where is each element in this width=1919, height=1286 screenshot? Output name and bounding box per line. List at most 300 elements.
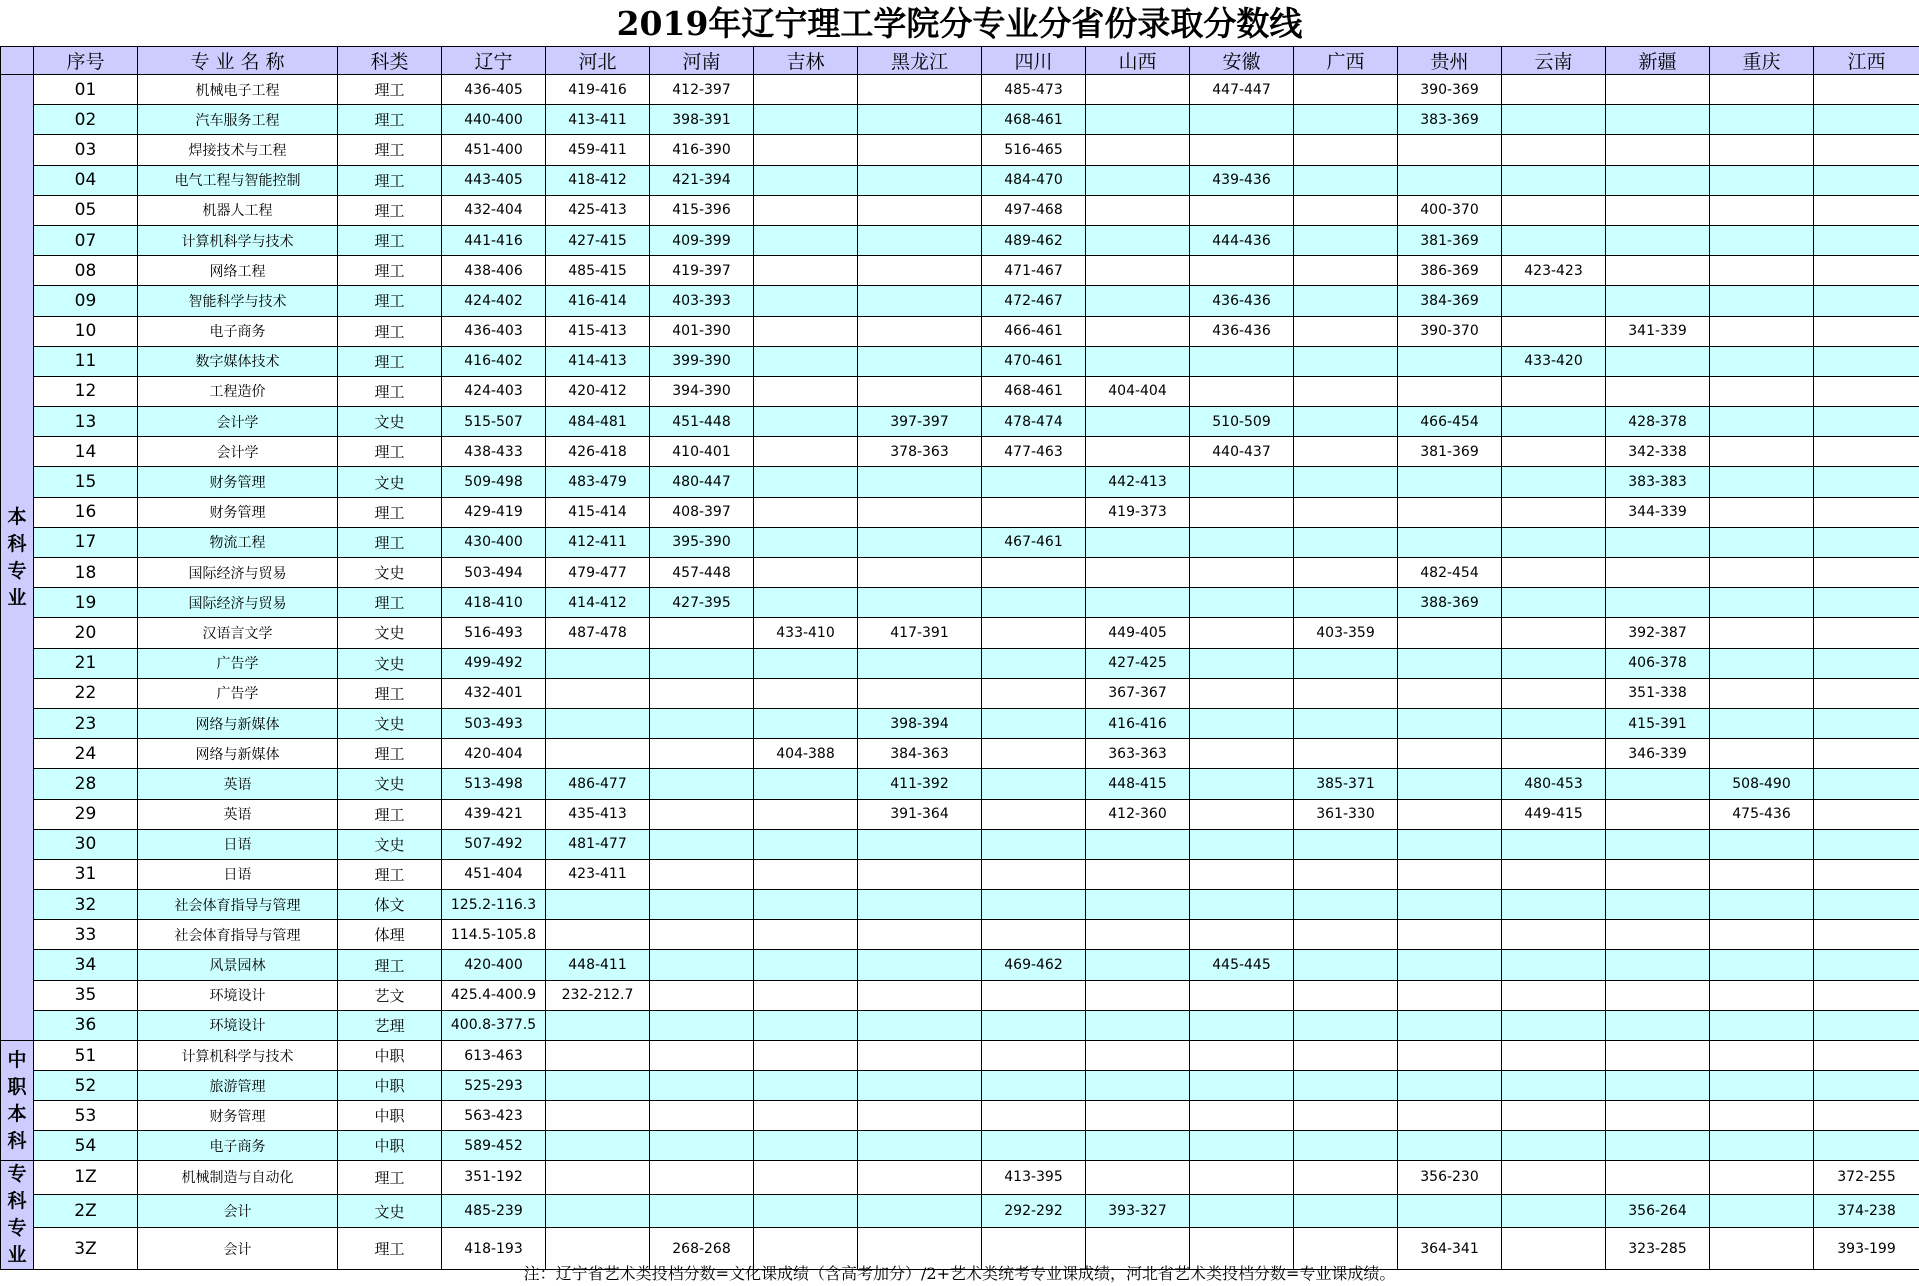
cell-score-henan bbox=[650, 799, 754, 829]
table-row bbox=[1, 890, 1919, 920]
cell-score-sichuan bbox=[982, 980, 1086, 1010]
cell-score-sichuan bbox=[982, 648, 1086, 678]
cell-seq: 13 bbox=[34, 407, 138, 437]
cell-score-xinjiang bbox=[1606, 135, 1710, 165]
header-seq: 序号 bbox=[34, 47, 138, 75]
cell-score-chongqing bbox=[1710, 1101, 1814, 1131]
cell-score-anhui bbox=[1190, 376, 1294, 406]
cell-score-jiangxi bbox=[1814, 1041, 1919, 1071]
cell-score-hebei bbox=[546, 648, 650, 678]
table-body bbox=[1, 75, 1919, 1270]
cell-score-shanxi bbox=[1086, 75, 1190, 105]
cell-score-xinjiang bbox=[1606, 1131, 1710, 1161]
table-row bbox=[1, 739, 1919, 769]
cell-seq: 12 bbox=[34, 376, 138, 406]
cell-score-sichuan: 477-463 bbox=[982, 437, 1086, 467]
cell-score-guangxi bbox=[1294, 708, 1398, 738]
cell-score-jilin bbox=[754, 648, 858, 678]
cell-seq: 20 bbox=[34, 618, 138, 648]
table-row bbox=[1, 75, 1919, 105]
cell-score-xinjiang bbox=[1606, 256, 1710, 286]
cell-score-jilin bbox=[754, 346, 858, 376]
cell-score-guizhou bbox=[1398, 165, 1502, 195]
cell-score-yunnan bbox=[1502, 1131, 1606, 1161]
cell-score-anhui: 444-436 bbox=[1190, 225, 1294, 255]
cell-score-henan bbox=[650, 708, 754, 738]
cell-score-hebei bbox=[546, 1071, 650, 1101]
cell-score-jiangxi bbox=[1814, 407, 1919, 437]
cell-type: 文史 bbox=[338, 407, 442, 437]
table-row bbox=[1, 859, 1919, 889]
cell-score-sichuan bbox=[982, 708, 1086, 738]
cell-score-guangxi: 403-359 bbox=[1294, 618, 1398, 648]
cell-score-jiangxi bbox=[1814, 1010, 1919, 1040]
cell-score-shanxi: 442-413 bbox=[1086, 467, 1190, 497]
cell-score-shanxi bbox=[1086, 1101, 1190, 1131]
cell-score-xinjiang bbox=[1606, 165, 1710, 195]
cell-type: 理工 bbox=[338, 678, 442, 708]
table-row bbox=[1, 708, 1919, 738]
page-title: 2019年辽宁理工学院分专业分省份录取分数线 bbox=[616, 4, 1303, 43]
cell-score-xinjiang bbox=[1606, 75, 1710, 105]
cell-score-liaoning: 125.2-116.3 bbox=[442, 890, 546, 920]
cell-score-yunnan bbox=[1502, 678, 1606, 708]
cell-score-anhui: 447-447 bbox=[1190, 75, 1294, 105]
cell-score-anhui bbox=[1190, 618, 1294, 648]
table-row bbox=[1, 588, 1919, 618]
cell-score-yunnan bbox=[1502, 1161, 1606, 1195]
cell-seq: 08 bbox=[34, 256, 138, 286]
cell-type: 中职 bbox=[338, 1101, 442, 1131]
cell-score-anhui: 440-437 bbox=[1190, 437, 1294, 467]
cell-score-anhui bbox=[1190, 346, 1294, 376]
table-row bbox=[1, 165, 1919, 195]
cell-score-jilin bbox=[754, 1131, 858, 1161]
cell-score-liaoning: 503-494 bbox=[442, 558, 546, 588]
table-row bbox=[1, 497, 1919, 527]
cell-score-liaoning: 418-410 bbox=[442, 588, 546, 618]
cell-score-hebei bbox=[546, 678, 650, 708]
cell-score-guangxi bbox=[1294, 346, 1398, 376]
cell-major: 财务管理 bbox=[138, 467, 338, 497]
cell-score-shanxi bbox=[1086, 316, 1190, 346]
cell-score-guangxi: 361-330 bbox=[1294, 799, 1398, 829]
cell-type: 理工 bbox=[338, 376, 442, 406]
cell-score-shanxi bbox=[1086, 346, 1190, 376]
cell-seq: 19 bbox=[34, 588, 138, 618]
cell-score-jilin bbox=[754, 1194, 858, 1228]
cell-major: 日语 bbox=[138, 859, 338, 889]
cell-type: 理工 bbox=[338, 195, 442, 225]
cell-score-jiangxi bbox=[1814, 708, 1919, 738]
table-row bbox=[1, 316, 1919, 346]
cell-seq: 34 bbox=[34, 950, 138, 980]
cell-score-liaoning: 438-406 bbox=[442, 256, 546, 286]
cell-score-heilongjiang bbox=[858, 950, 982, 980]
cell-score-liaoning: 418-193 bbox=[442, 1228, 546, 1270]
cell-major: 会计 bbox=[138, 1228, 338, 1270]
cell-score-guizhou bbox=[1398, 1010, 1502, 1040]
cell-score-liaoning: 509-498 bbox=[442, 467, 546, 497]
cell-score-xinjiang: 428-378 bbox=[1606, 407, 1710, 437]
cell-major: 风景园林 bbox=[138, 950, 338, 980]
table-row bbox=[1, 256, 1919, 286]
table-row bbox=[1, 799, 1919, 829]
cell-score-yunnan bbox=[1502, 618, 1606, 648]
table-row bbox=[1, 346, 1919, 376]
cell-score-liaoning: 503-493 bbox=[442, 708, 546, 738]
cell-score-jiangxi bbox=[1814, 225, 1919, 255]
cell-score-henan: 395-390 bbox=[650, 527, 754, 557]
cell-score-liaoning: 451-400 bbox=[442, 135, 546, 165]
table-row bbox=[1, 1161, 1919, 1195]
cell-seq: 04 bbox=[34, 165, 138, 195]
cell-seq: 52 bbox=[34, 1071, 138, 1101]
cell-score-sichuan bbox=[982, 799, 1086, 829]
cell-score-xinjiang: 356-264 bbox=[1606, 1194, 1710, 1228]
cell-score-yunnan: 449-415 bbox=[1502, 799, 1606, 829]
cell-score-anhui bbox=[1190, 678, 1294, 708]
cell-score-liaoning: 432-401 bbox=[442, 678, 546, 708]
table-row bbox=[1, 1101, 1919, 1131]
cell-score-guangxi bbox=[1294, 1131, 1398, 1161]
cell-major: 英语 bbox=[138, 769, 338, 799]
cell-major: 计算机科学与技术 bbox=[138, 1041, 338, 1071]
cell-major: 会计 bbox=[138, 1194, 338, 1228]
cell-score-sichuan: 484-470 bbox=[982, 165, 1086, 195]
header-henan: 河南 bbox=[650, 47, 754, 75]
cell-score-liaoning: 425.4-400.9 bbox=[442, 980, 546, 1010]
cell-score-heilongjiang bbox=[858, 648, 982, 678]
cell-major: 网络工程 bbox=[138, 256, 338, 286]
cell-score-anhui bbox=[1190, 1010, 1294, 1040]
cell-major: 机械制造与自动化 bbox=[138, 1161, 338, 1195]
table-row bbox=[1, 648, 1919, 678]
cell-score-yunnan: 480-453 bbox=[1502, 769, 1606, 799]
cell-score-chongqing bbox=[1710, 286, 1814, 316]
cell-seq: 30 bbox=[34, 829, 138, 859]
table-row bbox=[1, 1041, 1919, 1071]
cell-score-anhui bbox=[1190, 1194, 1294, 1228]
cell-score-yunnan bbox=[1502, 105, 1606, 135]
cell-major: 广告学 bbox=[138, 678, 338, 708]
cell-score-jiangxi bbox=[1814, 165, 1919, 195]
cell-score-jilin bbox=[754, 407, 858, 437]
cell-score-sichuan: 469-462 bbox=[982, 950, 1086, 980]
cell-major: 焊接技术与工程 bbox=[138, 135, 338, 165]
cell-score-henan: 421-394 bbox=[650, 165, 754, 195]
table-row bbox=[1, 829, 1919, 859]
cell-score-heilongjiang bbox=[858, 588, 982, 618]
cell-score-chongqing bbox=[1710, 890, 1814, 920]
cell-seq: 1Z bbox=[34, 1161, 138, 1195]
cell-score-liaoning: 563-423 bbox=[442, 1101, 546, 1131]
cell-score-heilongjiang bbox=[858, 286, 982, 316]
cell-score-xinjiang bbox=[1606, 1041, 1710, 1071]
cell-score-sichuan bbox=[982, 497, 1086, 527]
cell-seq: 11 bbox=[34, 346, 138, 376]
cell-score-liaoning: 424-402 bbox=[442, 286, 546, 316]
cell-score-guizhou bbox=[1398, 859, 1502, 889]
cell-score-guizhou bbox=[1398, 739, 1502, 769]
cell-score-shanxi bbox=[1086, 1071, 1190, 1101]
cell-score-henan: 415-396 bbox=[650, 195, 754, 225]
cell-score-sichuan: 472-467 bbox=[982, 286, 1086, 316]
cell-score-guangxi bbox=[1294, 467, 1398, 497]
cell-score-jiangxi bbox=[1814, 467, 1919, 497]
cell-score-anhui bbox=[1190, 467, 1294, 497]
cell-seq: 51 bbox=[34, 1041, 138, 1071]
table-row bbox=[1, 1010, 1919, 1040]
cell-score-anhui: 439-436 bbox=[1190, 165, 1294, 195]
header-type: 科类 bbox=[338, 47, 442, 75]
cell-score-henan: 457-448 bbox=[650, 558, 754, 588]
cell-score-sichuan bbox=[982, 618, 1086, 648]
cell-score-heilongjiang: 397-397 bbox=[858, 407, 982, 437]
cell-score-yunnan bbox=[1502, 558, 1606, 588]
cell-score-liaoning: 436-405 bbox=[442, 75, 546, 105]
section-label: 中职本科 bbox=[1, 1041, 34, 1161]
cell-score-guangxi: 385-371 bbox=[1294, 769, 1398, 799]
cell-score-hebei bbox=[546, 1101, 650, 1131]
cell-score-liaoning: 451-404 bbox=[442, 859, 546, 889]
cell-score-xinjiang bbox=[1606, 346, 1710, 376]
cell-score-shanxi: 363-363 bbox=[1086, 739, 1190, 769]
cell-score-shanxi: 449-405 bbox=[1086, 618, 1190, 648]
cell-score-jilin bbox=[754, 165, 858, 195]
cell-score-jilin bbox=[754, 1101, 858, 1131]
table-row bbox=[1, 678, 1919, 708]
cell-score-hebei: 486-477 bbox=[546, 769, 650, 799]
cell-score-henan bbox=[650, 1101, 754, 1131]
cell-score-liaoning: 429-419 bbox=[442, 497, 546, 527]
footnote: 注：辽宁省艺术类投档分数=文化课成绩（含高考加分）/2+艺术类统考专业课成绩，河北省艺术类投档分数=专业课成绩。 bbox=[523, 1264, 1396, 1283]
cell-score-guangxi bbox=[1294, 1010, 1398, 1040]
cell-score-chongqing bbox=[1710, 527, 1814, 557]
cell-type: 文史 bbox=[338, 558, 442, 588]
cell-type: 理工 bbox=[338, 588, 442, 618]
cell-score-anhui bbox=[1190, 558, 1294, 588]
cell-seq: 02 bbox=[34, 105, 138, 135]
cell-score-yunnan bbox=[1502, 195, 1606, 225]
cell-score-guangxi bbox=[1294, 980, 1398, 1010]
cell-score-shanxi bbox=[1086, 980, 1190, 1010]
table-row bbox=[1, 135, 1919, 165]
cell-type: 文史 bbox=[338, 467, 442, 497]
cell-seq: 33 bbox=[34, 920, 138, 950]
cell-major: 计算机科学与技术 bbox=[138, 225, 338, 255]
cell-score-guizhou: 482-454 bbox=[1398, 558, 1502, 588]
cell-score-jilin bbox=[754, 829, 858, 859]
cell-score-jiangxi bbox=[1814, 829, 1919, 859]
cell-score-chongqing bbox=[1710, 135, 1814, 165]
cell-score-jilin bbox=[754, 980, 858, 1010]
cell-score-liaoning: 351-192 bbox=[442, 1161, 546, 1195]
cell-seq: 07 bbox=[34, 225, 138, 255]
cell-score-jilin bbox=[754, 527, 858, 557]
cell-score-sichuan bbox=[982, 890, 1086, 920]
cell-score-hebei: 418-412 bbox=[546, 165, 650, 195]
cell-score-henan bbox=[650, 950, 754, 980]
cell-score-xinjiang bbox=[1606, 376, 1710, 406]
cell-score-liaoning: 416-402 bbox=[442, 346, 546, 376]
cell-score-shanxi bbox=[1086, 859, 1190, 889]
cell-seq: 36 bbox=[34, 1010, 138, 1040]
cell-score-sichuan: 467-461 bbox=[982, 527, 1086, 557]
cell-score-henan: 403-393 bbox=[650, 286, 754, 316]
cell-score-anhui bbox=[1190, 648, 1294, 678]
cell-score-jilin: 433-410 bbox=[754, 618, 858, 648]
cell-score-yunnan bbox=[1502, 135, 1606, 165]
cell-score-shanxi: 367-367 bbox=[1086, 678, 1190, 708]
cell-score-jiangxi bbox=[1814, 980, 1919, 1010]
cell-score-henan bbox=[650, 1161, 754, 1195]
table-row bbox=[1, 407, 1919, 437]
table-row bbox=[1, 618, 1919, 648]
cell-seq: 22 bbox=[34, 678, 138, 708]
cell-seq: 15 bbox=[34, 467, 138, 497]
cell-score-sichuan: 489-462 bbox=[982, 225, 1086, 255]
cell-score-sichuan: 497-468 bbox=[982, 195, 1086, 225]
cell-major: 国际经济与贸易 bbox=[138, 558, 338, 588]
cell-score-chongqing bbox=[1710, 195, 1814, 225]
cell-score-jiangxi bbox=[1814, 1131, 1919, 1161]
cell-score-guangxi bbox=[1294, 316, 1398, 346]
cell-score-guangxi bbox=[1294, 407, 1398, 437]
cell-score-guangxi bbox=[1294, 739, 1398, 769]
cell-score-guangxi bbox=[1294, 437, 1398, 467]
cell-score-guizhou bbox=[1398, 890, 1502, 920]
cell-score-chongqing bbox=[1710, 165, 1814, 195]
cell-seq: 2Z bbox=[34, 1194, 138, 1228]
cell-score-xinjiang: 344-339 bbox=[1606, 497, 1710, 527]
cell-score-shanxi bbox=[1086, 527, 1190, 557]
table-row bbox=[1, 225, 1919, 255]
cell-score-yunnan bbox=[1502, 859, 1606, 889]
cell-score-guizhou bbox=[1398, 527, 1502, 557]
cell-score-chongqing bbox=[1710, 739, 1814, 769]
cell-score-sichuan bbox=[982, 1041, 1086, 1071]
cell-seq: 10 bbox=[34, 316, 138, 346]
cell-score-jilin bbox=[754, 799, 858, 829]
cell-seq: 28 bbox=[34, 769, 138, 799]
cell-score-guangxi bbox=[1294, 558, 1398, 588]
cell-score-hebei: 415-413 bbox=[546, 316, 650, 346]
cell-seq: 14 bbox=[34, 437, 138, 467]
cell-score-jilin bbox=[754, 497, 858, 527]
cell-score-xinjiang: 323-285 bbox=[1606, 1228, 1710, 1270]
cell-type: 文史 bbox=[338, 829, 442, 859]
cell-score-chongqing bbox=[1710, 859, 1814, 889]
cell-score-jilin bbox=[754, 890, 858, 920]
cell-score-hebei: 448-411 bbox=[546, 950, 650, 980]
cell-score-xinjiang bbox=[1606, 527, 1710, 557]
cell-score-guizhou: 390-370 bbox=[1398, 316, 1502, 346]
cell-score-anhui: 510-509 bbox=[1190, 407, 1294, 437]
cell-score-jiangxi bbox=[1814, 376, 1919, 406]
cell-score-heilongjiang bbox=[858, 527, 982, 557]
cell-score-guizhou bbox=[1398, 648, 1502, 678]
cell-score-shanxi: 427-425 bbox=[1086, 648, 1190, 678]
cell-score-shanxi bbox=[1086, 950, 1190, 980]
cell-score-henan: 409-399 bbox=[650, 225, 754, 255]
cell-score-yunnan bbox=[1502, 437, 1606, 467]
cell-score-jilin bbox=[754, 135, 858, 165]
cell-score-jilin bbox=[754, 195, 858, 225]
cell-type: 理工 bbox=[338, 1228, 442, 1270]
cell-score-guizhou: 356-230 bbox=[1398, 1161, 1502, 1195]
cell-score-xinjiang bbox=[1606, 558, 1710, 588]
cell-score-jiangxi bbox=[1814, 618, 1919, 648]
cell-score-liaoning: 440-400 bbox=[442, 105, 546, 135]
cell-seq: 54 bbox=[34, 1131, 138, 1161]
cell-score-hebei: 425-413 bbox=[546, 195, 650, 225]
cell-score-shanxi: 393-327 bbox=[1086, 1194, 1190, 1228]
cell-score-heilongjiang bbox=[858, 1161, 982, 1195]
cell-score-guangxi bbox=[1294, 527, 1398, 557]
cell-score-xinjiang: 415-391 bbox=[1606, 708, 1710, 738]
cell-seq: 35 bbox=[34, 980, 138, 1010]
cell-score-shanxi bbox=[1086, 1131, 1190, 1161]
cell-score-guangxi bbox=[1294, 195, 1398, 225]
cell-score-guizhou bbox=[1398, 467, 1502, 497]
cell-score-anhui bbox=[1190, 1161, 1294, 1195]
cell-type: 理工 bbox=[338, 859, 442, 889]
cell-score-jiangxi bbox=[1814, 678, 1919, 708]
cell-score-hebei: 481-477 bbox=[546, 829, 650, 859]
cell-major: 社会体育指导与管理 bbox=[138, 890, 338, 920]
cell-score-shanxi bbox=[1086, 437, 1190, 467]
cell-score-shanxi bbox=[1086, 1041, 1190, 1071]
cell-score-shanxi bbox=[1086, 225, 1190, 255]
cell-score-heilongjiang bbox=[858, 890, 982, 920]
header-anhui: 安徽 bbox=[1190, 47, 1294, 75]
cell-score-jilin bbox=[754, 1041, 858, 1071]
cell-score-guizhou: 381-369 bbox=[1398, 225, 1502, 255]
cell-score-guizhou: 400-370 bbox=[1398, 195, 1502, 225]
cell-score-jiangxi bbox=[1814, 437, 1919, 467]
cell-type: 理工 bbox=[338, 105, 442, 135]
cell-seq: 16 bbox=[34, 497, 138, 527]
cell-score-hebei: 414-412 bbox=[546, 588, 650, 618]
cell-score-anhui bbox=[1190, 829, 1294, 859]
cell-score-liaoning: 400.8-377.5 bbox=[442, 1010, 546, 1040]
cell-score-xinjiang bbox=[1606, 950, 1710, 980]
cell-score-liaoning: 499-492 bbox=[442, 648, 546, 678]
cell-score-shanxi bbox=[1086, 135, 1190, 165]
cell-score-shanxi bbox=[1086, 286, 1190, 316]
cell-score-yunnan bbox=[1502, 286, 1606, 316]
cell-seq: 05 bbox=[34, 195, 138, 225]
cell-score-jilin bbox=[754, 678, 858, 708]
cell-score-guangxi bbox=[1294, 648, 1398, 678]
cell-score-chongqing bbox=[1710, 75, 1814, 105]
cell-score-henan bbox=[650, 980, 754, 1010]
cell-score-chongqing bbox=[1710, 980, 1814, 1010]
cell-score-heilongjiang: 391-364 bbox=[858, 799, 982, 829]
cell-score-sichuan bbox=[982, 1010, 1086, 1040]
cell-score-hebei: 487-478 bbox=[546, 618, 650, 648]
cell-score-jilin bbox=[754, 588, 858, 618]
cell-score-guangxi bbox=[1294, 256, 1398, 286]
cell-seq: 17 bbox=[34, 527, 138, 557]
cell-score-shanxi: 448-415 bbox=[1086, 769, 1190, 799]
cell-score-xinjiang: 351-338 bbox=[1606, 678, 1710, 708]
cell-type: 理工 bbox=[338, 165, 442, 195]
cell-score-anhui: 445-445 bbox=[1190, 950, 1294, 980]
table-row bbox=[1, 558, 1919, 588]
cell-score-liaoning: 114.5-105.8 bbox=[442, 920, 546, 950]
